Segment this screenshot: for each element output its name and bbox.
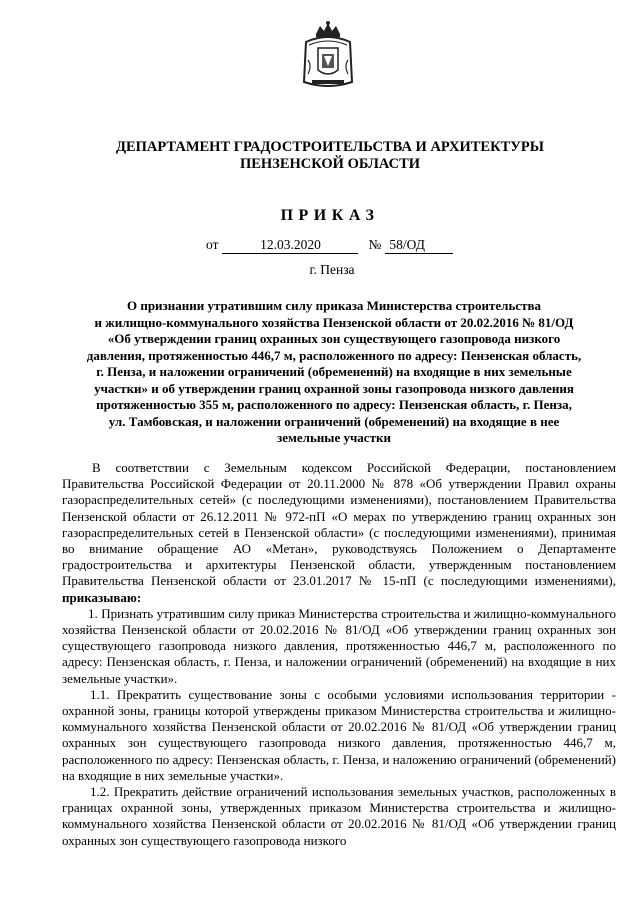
order-date: 12.03.2020 xyxy=(222,237,358,254)
preamble-text: В соответствии с Земельным кодексом Российской Федерации, постановлением Правительства Российской Федерации от 20.11.2000 № 878 «Об утверждении Правил охраны газораспределительных сетей» (с последующими изменениями), постановлением Правительства Пензенской области от 26.12.2011 № 972-пП «О мерах по утверждению границ охранных зон газораспределительных сетей в Пензенской области» (с последующими изменениями), принимая во внимание обращение АО «Метан», руководствуясь Положением о Департаменте градостроительства и архитектуры Пензенской области, утвержденным постановлением Правительства Пензенской области от 23.01.2017 № 15-пП (с последующими изменениями), xyxy=(62,460,616,589)
order-number: 58/ОД xyxy=(385,237,453,254)
subject-line: участки» и об утверждении границ охранной зоны газопровода низкого давления xyxy=(94,380,574,396)
order-body xyxy=(62,460,616,849)
item-1-1: 1.1. Прекратить существование зоны с особыми условиями использования территории - охранной зоны, границы которой утверждены приказом Министерства строительства и жилищно-коммунального хозяйства Пензенской области от 20.02.2016 № 81/ОД «Об утверждении границ охранных зон существующего газопровода низкого давления, протяженностью 446,7 м, расположенного по адресу: Пензенская область, г. Пенза, и наложению ограничений (обременений) на входящие в них земельные участки». xyxy=(62,686,616,783)
department-name xyxy=(0,139,640,173)
coat-of-arms-icon xyxy=(298,20,358,92)
preamble-paragraph xyxy=(62,460,616,606)
subject-line: ул. Тамбовская, и наложении ограничений (обременений) на входящие в нее xyxy=(108,413,560,429)
subject-line: протяженностью 355 м, расположенного по адресу: Пензенская область, г. Пенза, xyxy=(96,397,572,412)
order-date-number xyxy=(206,236,453,254)
order-verb-colon: : xyxy=(136,589,142,605)
subject-line: земельные участки xyxy=(277,430,391,445)
subject-line: давления, протяженностью 446,7 м, расположенного по адресу: Пензенская область, xyxy=(86,347,582,363)
document-type: ПРИКАЗ xyxy=(280,207,380,224)
subject-line: г. Пенза, и наложении ограничений (обременений) на входящие в них земельные xyxy=(96,364,572,379)
subject-line: «Об утверждении границ охранных зон существующего газопровода низкого xyxy=(107,331,561,346)
item-1-2: 1.2. Прекратить действие ограничений использования земельных участков, расположенных в границах охранной зоны, утвержденных приказом Министерства строительства и жилищно-коммунального хозяйства Пензенской области от 20.02.2016 № 81/ОД «Об утверждении границ охранных зон существующего газопровода низкого xyxy=(62,784,616,848)
department-line2: ПЕНЗЕНСКОЙ ОБЛАСТИ xyxy=(239,156,421,172)
order-subject xyxy=(68,298,600,447)
number-sign: № xyxy=(368,237,382,252)
department-line1: ДЕПАРТАМЕНТ ГРАДОСТРОИТЕЛЬСТВА И АРХИТЕКТУРЫ xyxy=(115,139,545,155)
subject-line: О признании утратившим силу приказа Министерства строительства xyxy=(126,298,542,313)
order-verb: приказываю xyxy=(62,589,137,605)
city: г. Пенза xyxy=(309,262,355,277)
subject-line: и жилищно-коммунального хозяйства Пензенской области от 20.02.2016 № 81/ОД xyxy=(94,314,574,330)
item-1: 1. Признать утратившим силу приказ Министерства строительства и жилищно-коммунального хозяйства Пензенской области от 20.02.2016 № 81/ОД «Об утверждении границ охранных зон существующего газопровода низкого давления, протяженностью 446,7 м, расположенного по адресу: Пензенская область, г. Пенза, и наложении ограничений (обременений) на входящие в них земельные участки». xyxy=(62,605,616,686)
date-prefix: от xyxy=(206,237,219,252)
